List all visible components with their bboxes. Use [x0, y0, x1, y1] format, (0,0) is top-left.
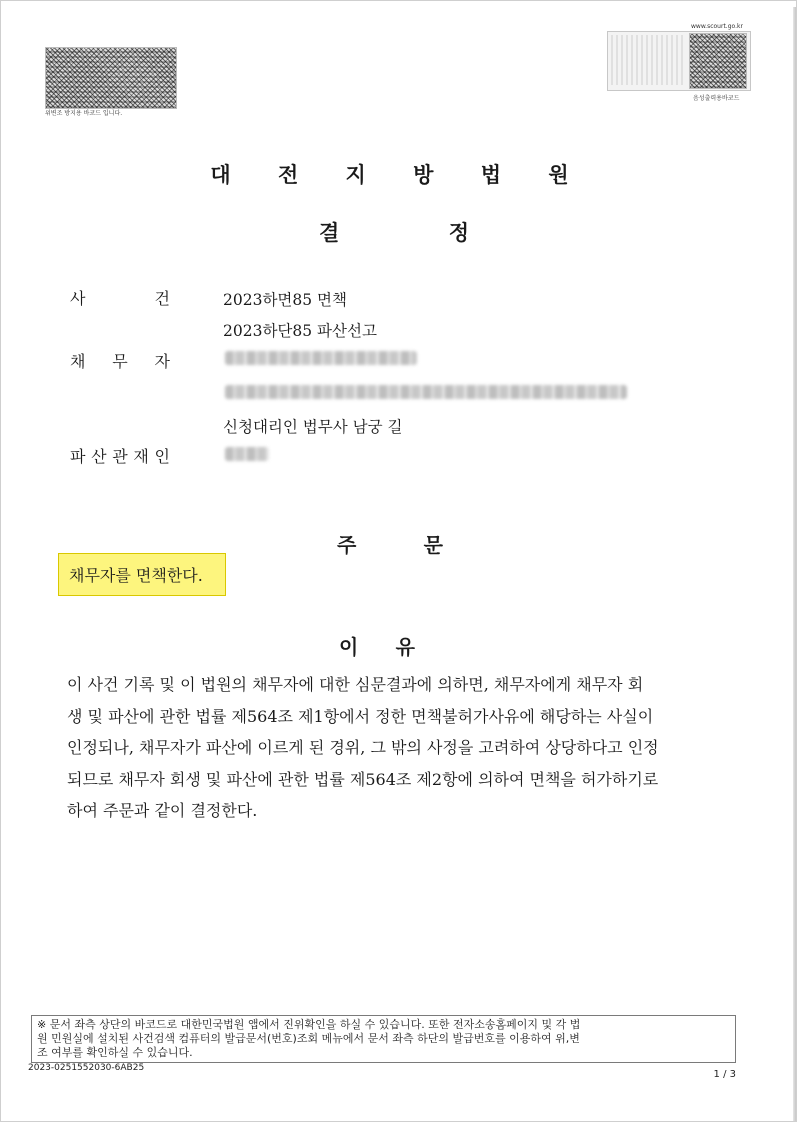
redacted-trustee-name: [225, 447, 269, 461]
audio-barcode-caption: 음성출력용바코드: [693, 95, 740, 102]
order-title: 주 문: [337, 533, 443, 557]
court-name: 대 전 지 방 법 원: [210, 163, 589, 187]
court-url: www.scourt.go.kr: [691, 23, 743, 30]
document-type-char: 결: [319, 221, 340, 245]
document-type-title: [319, 217, 469, 247]
case-number-discharge: 2023하면85 면책: [223, 291, 347, 309]
issue-document-number: 2023-0251552030-6AB25: [28, 1063, 145, 1073]
debtor-label: 채 무 자: [70, 352, 170, 371]
reasons-line: 생 및 파산에 관한 법률 제564조 제1항에서 정한 면책불허가사유에 해당하는 사실이: [67, 706, 654, 726]
redacted-debtor-address: [225, 385, 627, 399]
reasons-paragraph: [67, 669, 717, 827]
page-number: 1 / 3: [713, 1069, 736, 1080]
notice-line: 원 민원실에 설치된 사건검색 컴퓨터의 발급문서(번호)조회 메뉴에서 문서 좌측 하단의 발급번호를 이용하여 위,변: [37, 1032, 580, 1045]
verification-barcode-caption: 위변조 방지용 바코드 입니다.: [45, 110, 123, 117]
trustee-label: 파 산 관 재 인: [70, 447, 170, 466]
redacted-debtor-name: [225, 351, 417, 365]
reasons-line: 하여 주문과 같이 결정한다.: [67, 801, 258, 820]
debtor-agent: 신청대리인 법무사 남궁 길: [223, 418, 403, 436]
case-label: 사 건: [70, 289, 170, 308]
verification-notice-box: [31, 1015, 736, 1063]
document-type-char: 정: [448, 221, 469, 245]
order-text-highlighted: 채무자를 면책한다.: [58, 553, 226, 596]
reasons-title: 이 유: [339, 635, 415, 659]
audio-barcode-image: [689, 33, 747, 89]
notice-line: 조 여부를 확인하실 수 있습니다.: [37, 1046, 193, 1059]
audio-barcode-faint-image: [611, 35, 685, 85]
reasons-line: 인정되나, 채무자가 파산에 이르게 된 경위, 그 밖의 사정을 고려하여 상당하다고 인정: [67, 738, 659, 757]
reasons-line: 되므로 채무자 회생 및 파산에 관한 법률 제564조 제2항에 의하여 면책을 허가하기로: [67, 769, 659, 789]
verification-barcode-image: [45, 47, 177, 109]
notice-line: ※ 문서 좌측 상단의 바코드로 대한민국법원 앱에서 진위확인을 하실 수 있습니다. 또한 전자소송홈페이지 및 각 법: [37, 1018, 581, 1031]
case-number-bankruptcy: 2023하단85 파산선고: [223, 322, 377, 340]
reasons-line: 이 사건 기록 및 이 법원의 채무자에 대한 심문결과에 의하면, 채무자에게 채무자 회: [67, 675, 644, 694]
